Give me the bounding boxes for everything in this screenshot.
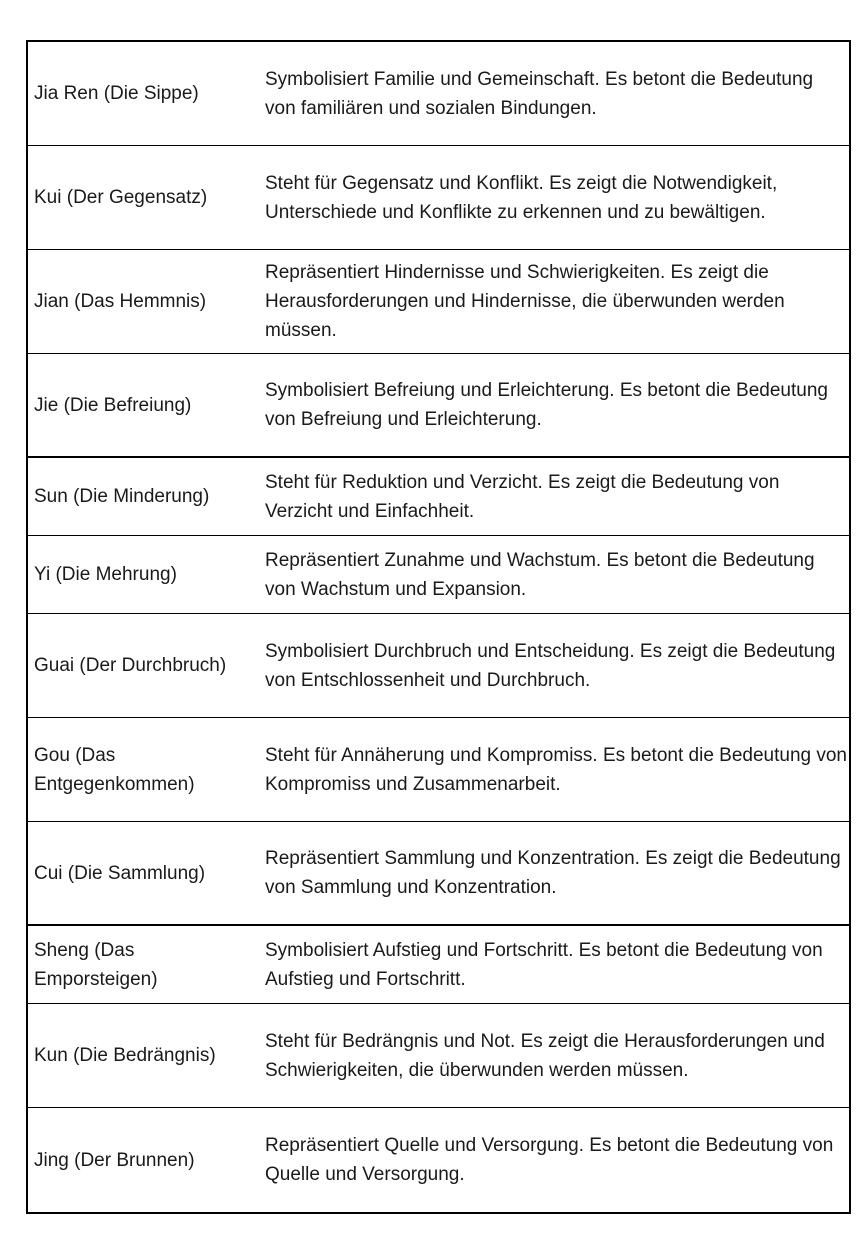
- hexagram-name: Sun (Die Minderung): [34, 486, 210, 507]
- hexagram-name: Jing (Der Brunnen): [34, 1149, 195, 1171]
- hexagram-description: Repräsentiert Hindernisse und Schwierigkeiten. Es zeigt die Herausforderungen und Hindernisse, die überwunden werden müssen.: [265, 262, 785, 341]
- hexagram-name: Kui (Der Gegensatz): [34, 187, 208, 208]
- hexagram-description: Steht für Annäherung und Kompromiss. Es betont die Bedeutung von Kompromiss und Zusammenarbeit.: [265, 744, 847, 795]
- table-row: [28, 822, 849, 926]
- hexagram-description: Steht für Gegensatz und Konflikt. Es zeigt die Notwendigkeit, Unterschiede und Konflikte zu erkennen und zu bewältigen.: [265, 172, 778, 223]
- table-row: [28, 1108, 849, 1212]
- table-row: [28, 614, 849, 718]
- hexagram-name: Jia Ren (Die Sippe): [34, 83, 199, 104]
- hexagram-description: Repräsentiert Quelle und Versorgung. Es betont die Bedeutung von Quelle und Versorgung.: [265, 1135, 834, 1185]
- hexagram-description: Symbolisiert Befreiung und Erleichterung. Es betont die Bedeutung von Befreiung und Erleichterung.: [265, 380, 828, 430]
- hexagram-name: Cui (Die Sammlung): [34, 862, 206, 884]
- hexagram-description: Repräsentiert Zunahme und Wachstum. Es betont die Bedeutung von Wachstum und Expansion.: [265, 549, 815, 600]
- hexagram-description: Symbolisiert Aufstieg und Fortschritt. Es betont die Bedeutung von Aufstieg und Fortschritt.: [265, 939, 823, 990]
- hexagram-description: Repräsentiert Sammlung und Konzentration. Es zeigt die Bedeutung von Sammlung und Konzentration.: [265, 848, 841, 898]
- table-row: [28, 458, 849, 536]
- table-row: [28, 250, 849, 354]
- hexagram-name: Sheng (Das Emporsteigen): [34, 939, 158, 990]
- hexagram-description: Steht für Reduktion und Verzicht. Es zeigt die Bedeutung von Verzicht und Einfachheit.: [265, 471, 780, 522]
- table-row: [28, 1004, 849, 1108]
- table-row: [28, 42, 849, 146]
- hexagram-name: Gou (Das Entgegenkommen): [34, 744, 195, 795]
- hexagram-name: Guai (Der Durchbruch): [34, 655, 227, 676]
- hexagram-name: Kun (Die Bedrängnis): [34, 1045, 216, 1066]
- table-row: [28, 926, 849, 1004]
- hexagram-description: Symbolisiert Familie und Gemeinschaft. Es betont die Bedeutung von familiären und sozialen Bindungen.: [265, 68, 814, 119]
- table-row: [28, 718, 849, 822]
- hexagram-name: Jian (Das Hemmnis): [34, 291, 207, 312]
- table-row: [28, 146, 849, 250]
- table-row: [28, 354, 849, 458]
- hexagram-name: Jie (Die Befreiung): [34, 394, 192, 416]
- table-row: [28, 536, 849, 614]
- hexagram-name: Yi (Die Mehrung): [34, 564, 177, 585]
- hexagram-description: Steht für Bedrängnis und Not. Es zeigt die Herausforderungen und Schwierigkeiten, die überwunden werden müssen.: [265, 1030, 825, 1081]
- hexagram-description: Symbolisiert Durchbruch und Entscheidung. Es zeigt die Bedeutung von Entschlossenheit und Durchbruch.: [265, 640, 836, 691]
- hexagram-table: [26, 40, 851, 1214]
